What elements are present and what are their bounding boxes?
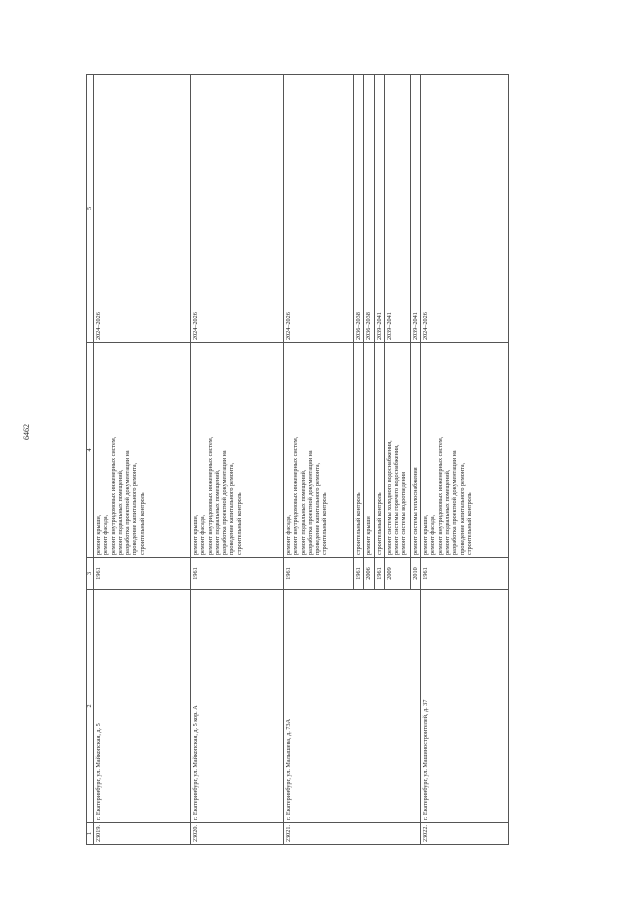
work-item: ремонт системы теплоснабжения bbox=[411, 467, 419, 555]
work-item: ремонт подвальных помещений, bbox=[299, 469, 307, 555]
works-cell bbox=[410, 343, 420, 558]
address-cell: г. Екатеринбург, ул. Майкопская, д. 5 кор. А bbox=[191, 590, 284, 823]
year-cell: 1961 bbox=[191, 558, 284, 590]
works-cell bbox=[94, 343, 191, 558]
work-item: проведение капитального ремонта, bbox=[314, 462, 322, 555]
work-item: разработка проектной документации на bbox=[451, 450, 459, 555]
works-cell bbox=[364, 343, 374, 558]
row-number-cell: 23020. bbox=[191, 823, 284, 845]
work-item: ремонт фасада, bbox=[429, 514, 437, 555]
table-row bbox=[191, 75, 284, 845]
work-item: ремонт подвальных помещений, bbox=[116, 469, 124, 555]
works-cell bbox=[191, 343, 284, 558]
year-cell: 1961 bbox=[374, 558, 384, 590]
year-cell: 2010 bbox=[410, 558, 420, 590]
work-item: ремонт системы горячего водоснабжения, bbox=[393, 444, 401, 555]
work-item: ремонт фасада, bbox=[102, 514, 110, 555]
table-row bbox=[421, 75, 509, 845]
work-item: строительный контроль bbox=[375, 492, 383, 555]
table-row bbox=[94, 75, 191, 845]
column-number-header bbox=[87, 75, 94, 845]
works-cell bbox=[284, 343, 354, 558]
row-number-cell: 23021. bbox=[284, 823, 421, 845]
work-item: строительный контроль bbox=[465, 492, 473, 555]
works-cell bbox=[354, 343, 364, 558]
work-item: проведение капитального ремонта, bbox=[458, 462, 466, 555]
year-cell: 1961 bbox=[354, 558, 364, 590]
year-cell: 1961 bbox=[284, 558, 354, 590]
work-item: строительный контроль bbox=[138, 492, 146, 555]
page-number: 6462 bbox=[22, 424, 31, 440]
table-body bbox=[94, 75, 509, 845]
work-item: разработка проектной документации на bbox=[124, 450, 132, 555]
period-cell: 2036–2038 bbox=[354, 75, 364, 343]
address-cell: г. Екатеринбург, ул. Малышева, д. 73А bbox=[284, 590, 421, 823]
period-cell: 2039–2041 bbox=[384, 75, 410, 343]
work-item: ремонт крыши bbox=[365, 516, 373, 555]
works-cell bbox=[384, 343, 410, 558]
column-header-2: 2 bbox=[87, 590, 94, 823]
work-item: ремонт фасада, bbox=[199, 514, 207, 555]
work-item: ремонт системы водоотведения bbox=[400, 472, 408, 555]
rotated-table-container bbox=[86, 75, 531, 845]
work-item: ремонт системы холодного водоснабжения, bbox=[385, 440, 393, 555]
year-cell: 1961 bbox=[94, 558, 191, 590]
column-header-1: 1 bbox=[87, 823, 94, 845]
row-number-cell: 23019. bbox=[94, 823, 191, 845]
period-cell: 2024–2026 bbox=[94, 75, 191, 343]
period-cell: 2024–2026 bbox=[191, 75, 284, 343]
work-item: строительный контроль bbox=[235, 492, 243, 555]
work-item: разработка проектной документации на bbox=[221, 450, 229, 555]
work-item: разработка проектной документации на bbox=[306, 450, 314, 555]
table-row bbox=[284, 75, 354, 845]
work-item: проведение капитального ремонта, bbox=[131, 462, 139, 555]
works-cell bbox=[374, 343, 384, 558]
period-cell: 2024–2026 bbox=[284, 75, 354, 343]
address-cell: г. Екатеринбург, ул. Майкопская, д. 5 bbox=[94, 590, 191, 823]
work-item: строительный контроль bbox=[321, 492, 329, 555]
year-cell: 1961 bbox=[421, 558, 509, 590]
period-cell: 2024–2026 bbox=[421, 75, 509, 343]
address-cell: г. Екатеринбург, ул. Машиностроителей, д. 37 bbox=[421, 590, 509, 823]
period-cell: 2039–2041 bbox=[410, 75, 420, 343]
work-item: ремонт крыши, bbox=[192, 514, 199, 555]
column-header-4: 4 bbox=[87, 343, 94, 558]
work-item: ремонт внутридомовых инженерных систем, bbox=[206, 436, 214, 555]
work-item: ремонт крыши, bbox=[95, 514, 102, 555]
column-header-5: 5 bbox=[87, 75, 94, 343]
work-item: ремонт внутридомовых инженерных систем, bbox=[292, 436, 300, 555]
work-item: ремонт внутридомовых инженерных систем, bbox=[436, 436, 444, 555]
period-cell: 2039–2041 bbox=[374, 75, 384, 343]
period-cell: 2036–2038 bbox=[364, 75, 374, 343]
work-item: ремонт подвальных помещений, bbox=[444, 469, 452, 555]
year-cell: 2006 bbox=[364, 558, 374, 590]
work-item: проведение капитального ремонта, bbox=[228, 462, 236, 555]
column-header-3: 3 bbox=[87, 558, 94, 590]
work-item: ремонт внутридомовых инженерных систем, bbox=[109, 436, 117, 555]
year-cell: 2009 bbox=[384, 558, 410, 590]
row-number-cell: 23022. bbox=[421, 823, 509, 845]
work-item: ремонт подвальных помещений, bbox=[213, 469, 221, 555]
works-cell bbox=[421, 343, 509, 558]
work-item: строительный контроль bbox=[355, 492, 362, 555]
work-item: ремонт крыши, bbox=[422, 514, 430, 555]
work-item: ремонт фасада, bbox=[285, 514, 292, 555]
repair-schedule-table bbox=[86, 74, 509, 845]
